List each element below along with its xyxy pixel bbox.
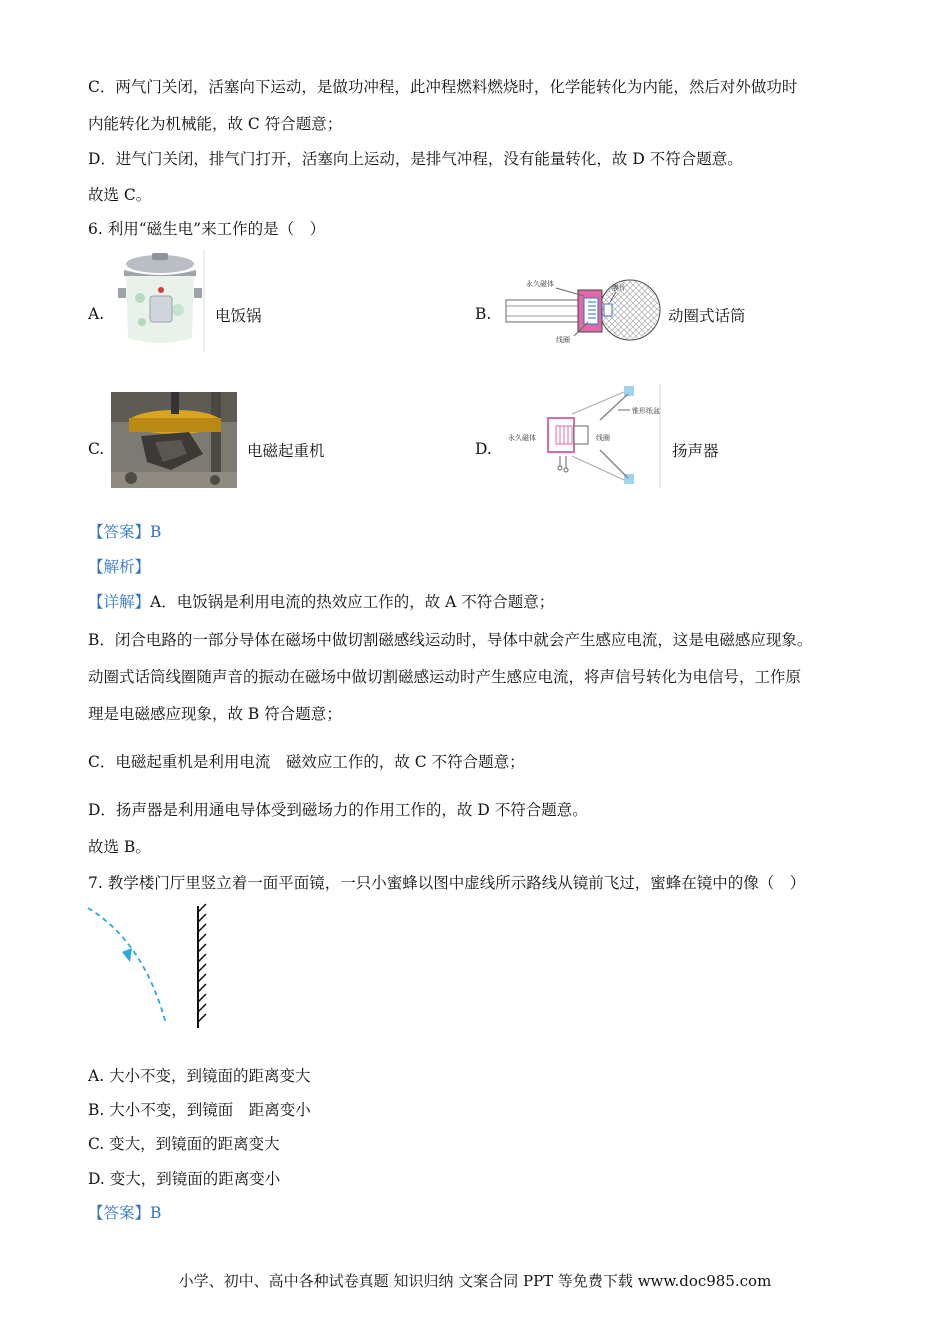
page-footer: 小学、初中、高中各种试卷真题 知识归纳 文案合同 PPT 等免费下载 www.doc985.com (178, 1272, 772, 1290)
q6-selection: 故选 B。 (88, 838, 151, 856)
q6-option-b-label: 动圈式话筒 (668, 307, 746, 325)
q6-detail-b-line1: B．闭合电路的一部分导体在磁场中做切割磁感线运动时，导体中就会产生感应电流，这是电磁感应现象。 (88, 631, 813, 649)
q7-option-d: D. 变大，到镜面的距离变小 (88, 1170, 281, 1188)
q6-option-d-letter: D. (475, 440, 492, 458)
q5-option-c-line2: 内能转化为机械能，故 C 符合题意； (88, 115, 343, 133)
q6-option-c-label: 电磁起重机 (247, 442, 325, 460)
q6-option-b-letter: B. (475, 305, 492, 323)
q7-option-b: B. 大小不变，到镜面 距离变小 (88, 1101, 311, 1119)
loudspeaker-diagram (500, 384, 664, 492)
q7-option-a: A. 大小不变，到镜面的距离变大 (88, 1067, 311, 1085)
bee-path-mirror-diagram (84, 902, 216, 1038)
q6-option-a-label: 电饭锅 (215, 307, 262, 325)
q5-option-d: D．进气门关闭，排气门打开，活塞向上运动，是排气冲程，没有能量转化，故 D 不符合题意。 (88, 150, 743, 168)
q7-option-c: C. 变大，到镜面的距离变大 (88, 1135, 280, 1153)
mic-diaphragm-label: 膜片 (612, 284, 626, 292)
spk-magnet-label: 永久磁体 (508, 434, 536, 442)
bee-path-arrow-icon (122, 948, 132, 962)
q6-detail-tag: 【详解】 (88, 593, 151, 611)
q6-detail-b-line2: 动圈式话筒线圈随声音的振动在磁场中做切割磁感运动时产生感应电流，将声信号转化为电信号，工作原 (88, 668, 802, 686)
q6-option-c-letter: C. (88, 440, 105, 458)
q5-option-c-line1: C．两气门关闭，活塞向下运动，是做功冲程，此冲程燃料燃烧时，化学能转化为内能，然后对外做功时 (88, 78, 798, 96)
bee-path-line (88, 908, 166, 1024)
q5-selection: 故选 C。 (88, 186, 152, 204)
q6-option-a-letter: A. (88, 305, 105, 323)
q6-detail-a-text: A．电饭锅是利用电流的热效应工作的，故 A 不符合题意； (150, 593, 555, 611)
spk-coil-label: 线圈 (596, 434, 610, 442)
rice-cooker-image (112, 250, 208, 356)
q6-detail-c: C．电磁起重机是利用电流 磁效应工作的，故 C 不符合题意； (88, 753, 525, 771)
q6-answer: 【答案】B (88, 523, 162, 541)
q6-option-d-label: 扬声器 (672, 442, 719, 460)
mic-magnet-label: 永久磁体 (526, 280, 554, 288)
q6-stem: 6. 利用“磁生电”来工作的是（ ） (88, 220, 326, 238)
dynamic-microphone-diagram (498, 276, 664, 350)
q6-detail-a (88, 591, 554, 613)
q7-answer: 【答案】B (88, 1204, 162, 1222)
electromagnetic-crane-image (111, 392, 237, 492)
q6-detail-b-line3: 理是电磁感应现象，故 B 符合题意； (88, 705, 342, 723)
q6-detail-d: D．扬声器是利用通电导体受到磁场力的作用工作的，故 D 不符合题意。 (88, 801, 588, 819)
q6-analysis-heading: 【解析】 (88, 558, 151, 576)
mic-coil-label: 线圈 (556, 336, 570, 344)
mirror-hatching (198, 904, 206, 1022)
q7-stem: 7. 教学楼门厅里竖立着一面平面镜，一只小蜜蜂以图中虚线所示路线从镜前飞过，蜜蜂在镜中的像（ ） (88, 874, 806, 892)
spk-cone-label: 锥形纸盆 (632, 407, 660, 415)
